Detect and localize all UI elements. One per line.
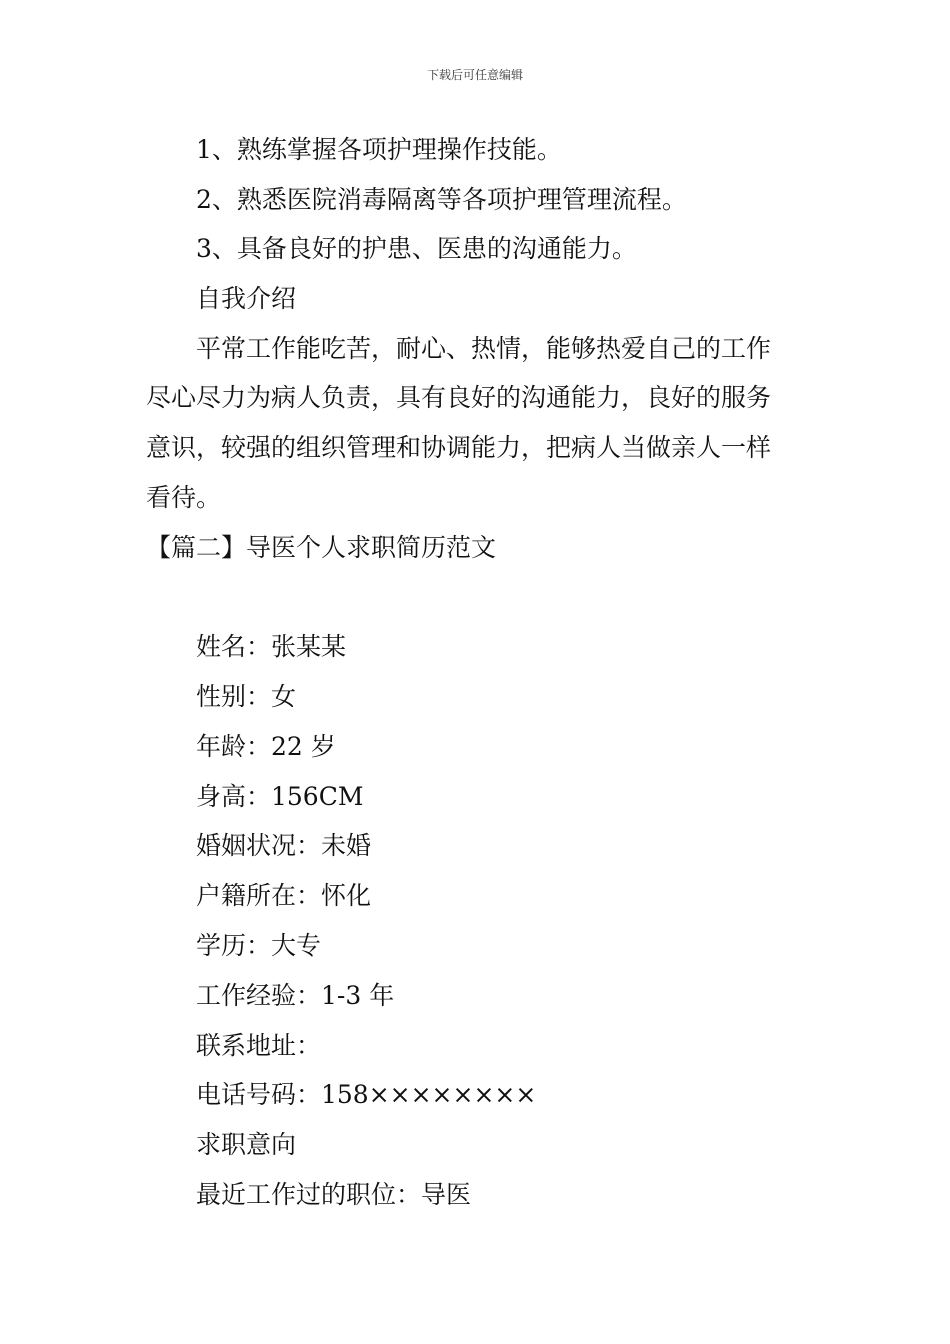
self-intro-line: 意识，较强的组织管理和协调能力，把病人当做亲人一样: [146, 433, 772, 462]
profile-field: 电话号码：158××××××××: [196, 1080, 537, 1109]
profile-field: 工作经验：1-3 年: [196, 981, 395, 1010]
profile-field: 最近工作过的职位：导医: [196, 1180, 472, 1209]
profile-field: 姓名：张某某: [196, 632, 347, 661]
profile-field: 联系地址：: [196, 1031, 322, 1060]
skill-item: 2、熟悉医院消毒隔离等各项护理管理流程。: [196, 185, 687, 214]
profile-field: 年龄：22 岁: [196, 732, 336, 761]
skill-item: 1、熟练掌握各项护理操作技能。: [196, 135, 562, 164]
profile-field: 婚姻状况：未婚: [196, 831, 372, 860]
profile-field: 身高：156CM: [196, 782, 364, 811]
profile-field: 性别：女: [196, 682, 297, 711]
profile-section-heading: 求职意向: [196, 1130, 297, 1159]
skill-item: 3、具备良好的护患、医患的沟通能力。: [196, 234, 637, 263]
self-intro-heading: 自我介绍: [196, 284, 297, 313]
profile-field: 学历：大专: [196, 931, 322, 960]
section-title: 【篇二】导医个人求职简历范文: [146, 533, 497, 562]
page-header-note: 下载后可任意编辑: [426, 68, 523, 82]
self-intro-line: 平常工作能吃苦，耐心、热情，能够热爱自己的工作: [196, 334, 772, 363]
self-intro-line: 尽心尽力为病人负责，具有良好的沟通能力，良好的服务: [146, 383, 772, 412]
self-intro-line: 看待。: [146, 483, 222, 512]
profile-field: 户籍所在：怀化: [196, 881, 372, 910]
